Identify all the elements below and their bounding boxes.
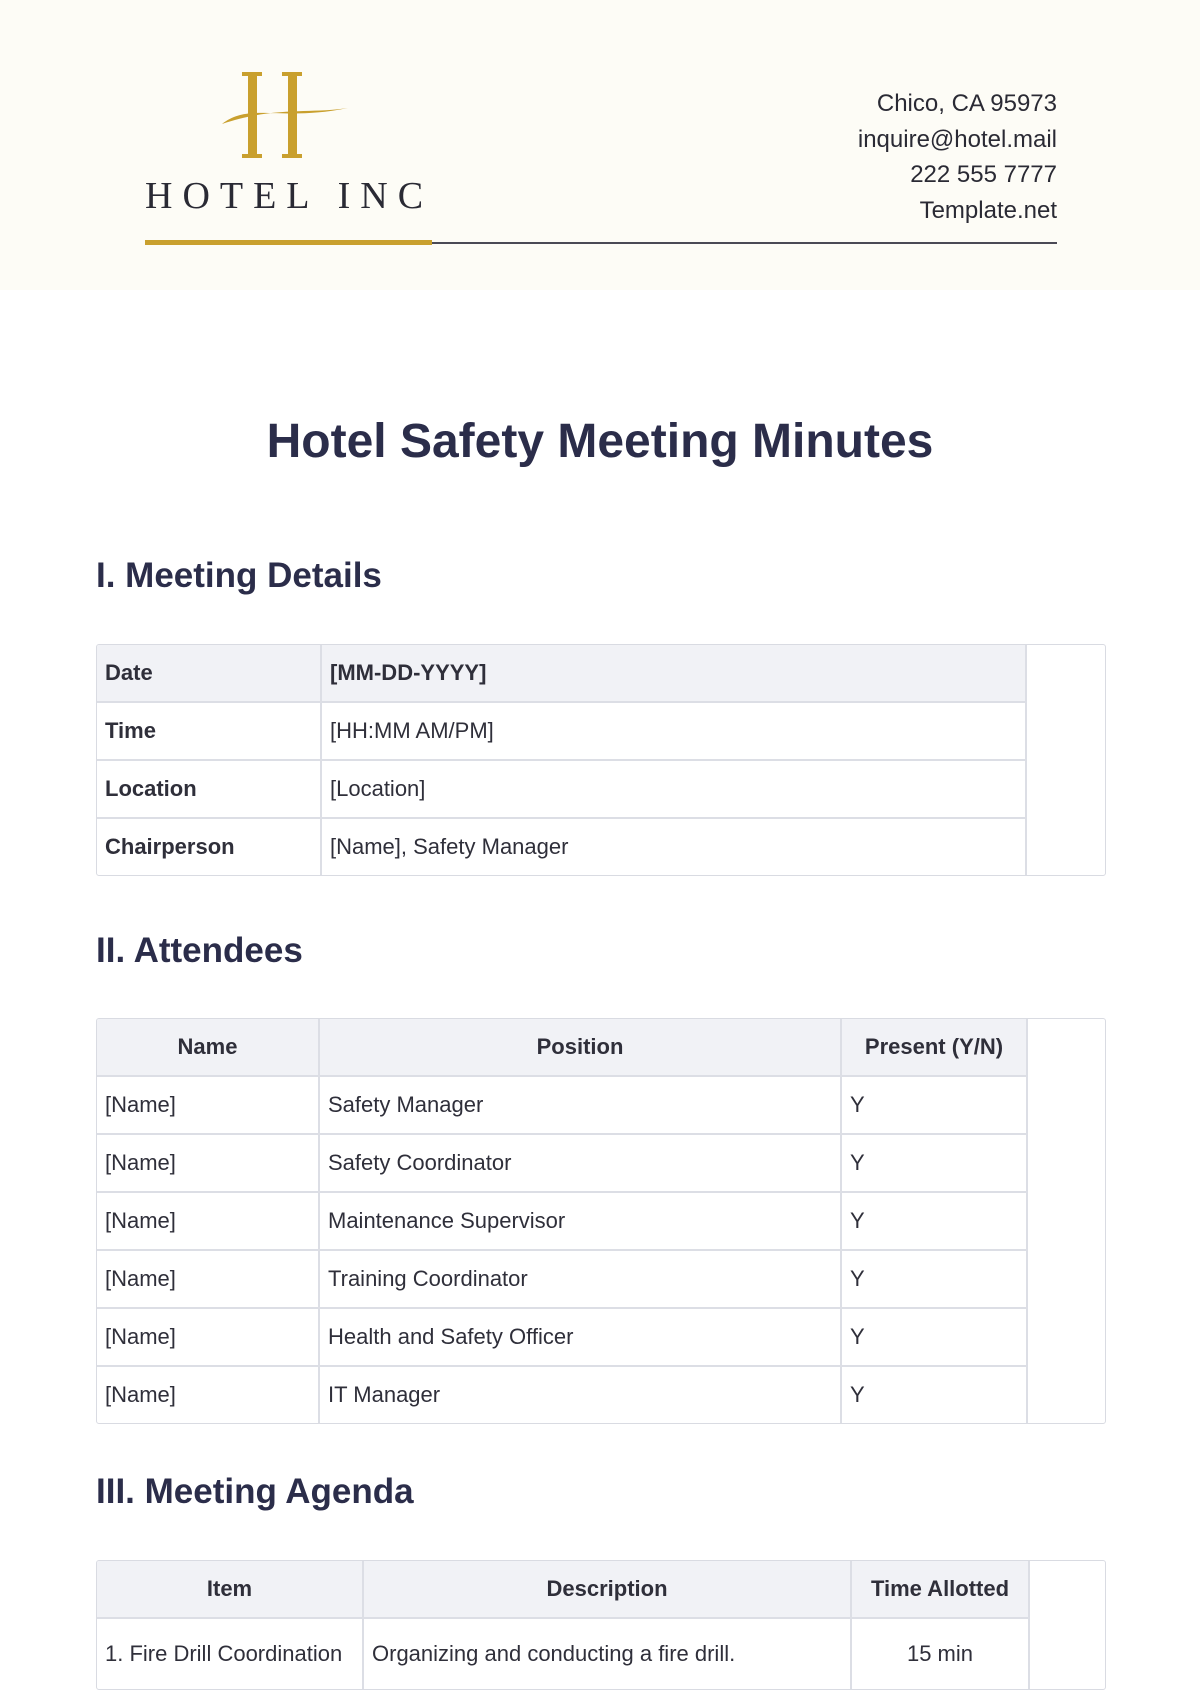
attendee-position: Training Coordinator (319, 1250, 841, 1308)
detail-value: [Name], Safety Manager (321, 818, 1026, 875)
attendee-name: [Name] (97, 1366, 319, 1423)
table-row (97, 1366, 1027, 1423)
agenda-time: 15 min (851, 1618, 1029, 1689)
detail-label: Location (97, 760, 321, 818)
logo-text: HOTEL INC (145, 175, 434, 217)
table-row (97, 702, 1026, 760)
attendee-position: IT Manager (319, 1366, 841, 1423)
contact-info (858, 86, 1057, 228)
phone: 222 555 7777 (910, 161, 1057, 188)
detail-label: Chairperson (97, 818, 321, 875)
attendee-present: Y (841, 1076, 1027, 1134)
hotel-logo (145, 68, 434, 218)
table-row (97, 1618, 1029, 1689)
attendee-present: Y (841, 1250, 1027, 1308)
attendee-position: Maintenance Supervisor (319, 1192, 841, 1250)
table-row (97, 1134, 1027, 1192)
attendee-present: Y (841, 1134, 1027, 1192)
attendee-present: Y (841, 1366, 1027, 1423)
column-header-description: Description (363, 1561, 851, 1618)
page-title: Hotel Safety Meeting Minutes (266, 415, 934, 468)
column-header-name: Name (97, 1019, 319, 1076)
detail-value: [Location] (321, 760, 1026, 818)
attendee-position: Health and Safety Officer (319, 1308, 841, 1366)
agenda-table (96, 1560, 1106, 1690)
detail-label: Date (97, 645, 321, 702)
table-row (97, 760, 1026, 818)
detail-value: [HH:MM AM/PM] (321, 702, 1026, 760)
header-divider-accent (145, 240, 432, 245)
attendee-name: [Name] (97, 1134, 319, 1192)
table-row (97, 818, 1026, 875)
attendee-present: Y (841, 1308, 1027, 1366)
section-heading-agenda: III. Meeting Agenda (96, 1472, 414, 1511)
address: Chico, CA 95973 (876, 90, 1057, 117)
table-header-row (97, 1019, 1027, 1076)
detail-label: Time (97, 702, 321, 760)
table-row (97, 1192, 1027, 1250)
email[interactable]: inquire@hotel.mail (857, 125, 1057, 153)
attendee-name: [Name] (97, 1250, 319, 1308)
agenda-item: 1. Fire Drill Coordination (97, 1618, 363, 1689)
detail-value: [MM-DD-YYYY] (321, 645, 1026, 702)
table-row (97, 1076, 1027, 1134)
column-header-present: Present (Y/N) (841, 1019, 1027, 1076)
attendee-present: Y (841, 1192, 1027, 1250)
website[interactable]: Template.net (919, 196, 1057, 224)
section-heading-attendees: II. Attendees (96, 931, 303, 970)
table-row (97, 1308, 1027, 1366)
attendee-name: [Name] (97, 1308, 319, 1366)
attendee-name: [Name] (97, 1192, 319, 1250)
attendee-position: Safety Coordinator (319, 1134, 841, 1192)
table-row (97, 1250, 1027, 1308)
attendee-name: [Name] (97, 1076, 319, 1134)
column-header-position: Position (319, 1019, 841, 1076)
table-header-row (97, 1561, 1029, 1618)
table-row (97, 645, 1026, 702)
section-heading-details: I. Meeting Details (96, 556, 382, 595)
hotel-h-monogram-icon (220, 72, 350, 162)
meeting-details-table (96, 644, 1106, 876)
column-header-item: Item (97, 1561, 363, 1618)
agenda-description: Organizing and conducting a fire drill. (363, 1618, 851, 1689)
attendee-position: Safety Manager (319, 1076, 841, 1134)
column-header-time: Time Allotted (851, 1561, 1029, 1618)
attendees-table (96, 1018, 1106, 1424)
